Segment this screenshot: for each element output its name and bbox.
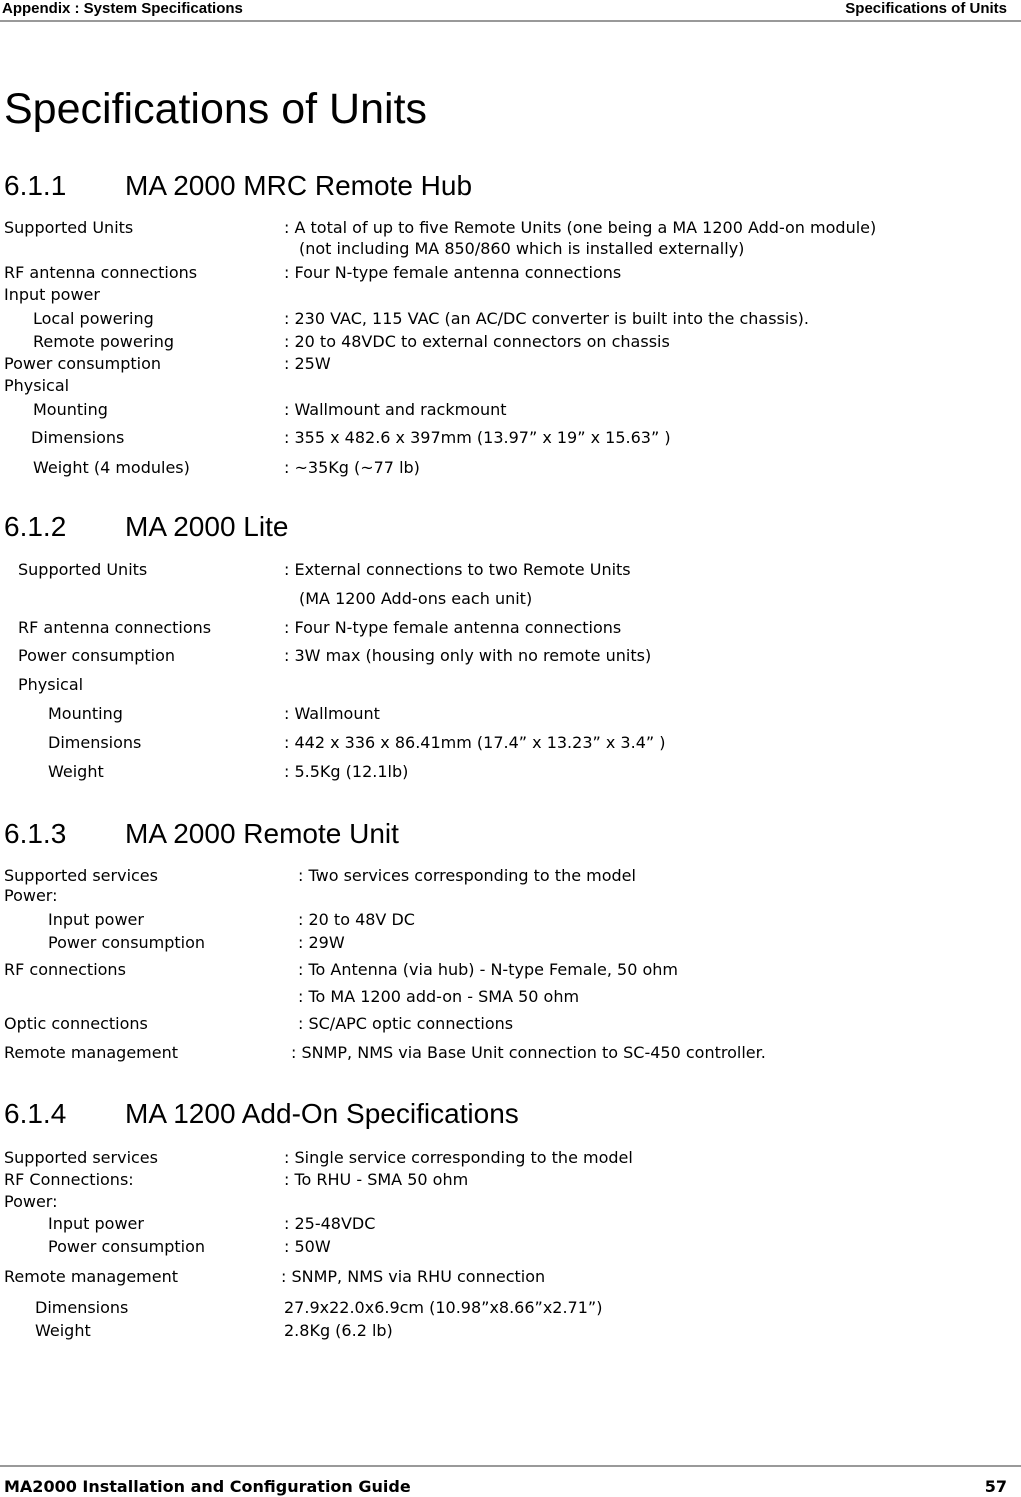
section-heading xyxy=(4,1098,519,1130)
spec-label: Power consumption xyxy=(4,354,162,373)
spec-label: Power: xyxy=(4,886,58,905)
section-heading xyxy=(4,511,288,543)
spec-label: Weight xyxy=(35,1321,91,1340)
spec-value: : 25-48VDC xyxy=(284,1214,376,1233)
spec-label: Physical xyxy=(4,376,70,395)
spec-label: Weight xyxy=(48,762,104,781)
section-number: 6.1.4 xyxy=(4,1098,67,1129)
spec-label: Supported services xyxy=(4,1148,158,1167)
spec-value: : SC/APC optic connections xyxy=(298,1014,514,1033)
spec-label: Local powering xyxy=(33,309,154,328)
spec-label: Mounting xyxy=(33,400,108,419)
spec-value: : External connections to two Remote Units xyxy=(284,560,631,579)
spec-value: (MA 1200 Add-ons each unit) xyxy=(299,589,533,608)
spec-value: : Wallmount and rackmount xyxy=(284,400,507,419)
spec-label: Remote management xyxy=(4,1267,178,1286)
spec-label: Power consumption xyxy=(48,1237,206,1256)
spec-label: Dimensions xyxy=(31,428,125,447)
header-chapter: Appendix : System Specifications xyxy=(2,0,243,17)
page-header xyxy=(0,0,1021,22)
spec-value: (not including MA 850/860 which is installed externally) xyxy=(299,239,745,258)
spec-label: RF antenna connections xyxy=(4,263,198,282)
spec-label: RF antenna connections xyxy=(18,618,212,637)
spec-value: : 5.5Kg (12.1lb) xyxy=(284,762,409,781)
spec-value: 2.8Kg (6.2 lb) xyxy=(284,1321,393,1340)
spec-value: : 25W xyxy=(284,354,331,373)
section-title: MA 2000 MRC Remote Hub xyxy=(125,170,473,201)
spec-value: : 355 x 482.6 x 397mm (13.97” x 19” x 15.63” ) xyxy=(284,428,671,447)
spec-label: Remote management xyxy=(4,1043,178,1062)
spec-label: Supported services xyxy=(4,866,158,885)
section-number: 6.1.3 xyxy=(4,818,67,849)
spec-label: Power consumption xyxy=(18,646,176,665)
page-footer xyxy=(0,1465,1021,1496)
spec-label: Power consumption xyxy=(48,933,206,952)
spec-value: : Four N-type female antenna connections xyxy=(284,618,622,637)
spec-label: Physical xyxy=(18,675,84,694)
spec-value: : To MA 1200 add-on - SMA 50 ohm xyxy=(298,987,580,1006)
spec-value: : To Antenna (via hub) - N-type Female, 50 ohm xyxy=(298,960,679,979)
spec-value: : 230 VAC, 115 VAC (an AC/DC converter is built into the chassis). xyxy=(284,309,809,328)
spec-value: : 20 to 48VDC to external connectors on chassis xyxy=(284,332,670,351)
spec-label: Remote powering xyxy=(33,332,175,351)
spec-value: : 29W xyxy=(298,933,345,952)
spec-value: : A total of up to five Remote Units (one being a MA 1200 Add-on module) xyxy=(284,218,877,237)
spec-label: RF connections xyxy=(4,960,126,979)
spec-value: : ~35Kg (~77 lb) xyxy=(284,458,420,477)
spec-label: Optic connections xyxy=(4,1014,148,1033)
spec-label: Supported Units xyxy=(18,560,148,579)
spec-value: : SNMP, NMS via Base Unit connection to SC-450 controller. xyxy=(291,1043,766,1062)
spec-value: : SNMP, NMS via RHU connection xyxy=(281,1267,546,1286)
section-number: 6.1.1 xyxy=(4,170,67,201)
spec-value: : Single service corresponding to the model xyxy=(284,1148,633,1167)
page-title: Specifications of Units xyxy=(4,85,428,133)
spec-label: Weight (4 modules) xyxy=(33,458,190,477)
spec-label: Supported Units xyxy=(4,218,134,237)
header-section: Specifications of Units xyxy=(845,0,1007,17)
spec-value: : 3W max (housing only with no remote units) xyxy=(284,646,652,665)
section-heading xyxy=(4,170,472,202)
section-heading xyxy=(4,818,399,850)
spec-label: Power: xyxy=(4,1192,58,1211)
footer-doc-title: MA2000 Installation and Configuration Guide xyxy=(4,1477,411,1496)
spec-value: : 20 to 48V DC xyxy=(298,910,415,929)
section-title: MA 2000 Remote Unit xyxy=(125,818,399,849)
spec-label: RF Connections: xyxy=(4,1170,134,1189)
spec-value: : Four N-type female antenna connections xyxy=(284,263,622,282)
spec-value: 27.9x22.0x6.9cm (10.98”x8.66”x2.71”) xyxy=(284,1298,603,1317)
section-number: 6.1.2 xyxy=(4,511,67,542)
spec-label: Input power xyxy=(48,910,144,929)
spec-value: : To RHU - SMA 50 ohm xyxy=(284,1170,469,1189)
spec-label: Mounting xyxy=(48,704,123,723)
section-title: MA 2000 Lite xyxy=(125,511,289,542)
spec-label: Input power xyxy=(48,1214,144,1233)
spec-value: : Wallmount xyxy=(284,704,380,723)
spec-value: : Two services corresponding to the model xyxy=(298,866,636,885)
spec-label: Dimensions xyxy=(48,733,142,752)
spec-label: Input power xyxy=(4,285,100,304)
section-title: MA 1200 Add-On Specifications xyxy=(125,1098,519,1129)
spec-label: Dimensions xyxy=(35,1298,129,1317)
page-number: 57 xyxy=(984,1477,1007,1496)
spec-value: : 50W xyxy=(284,1237,331,1256)
spec-value: : 442 x 336 x 86.41mm (17.4” x 13.23” x 3.4” ) xyxy=(284,733,666,752)
